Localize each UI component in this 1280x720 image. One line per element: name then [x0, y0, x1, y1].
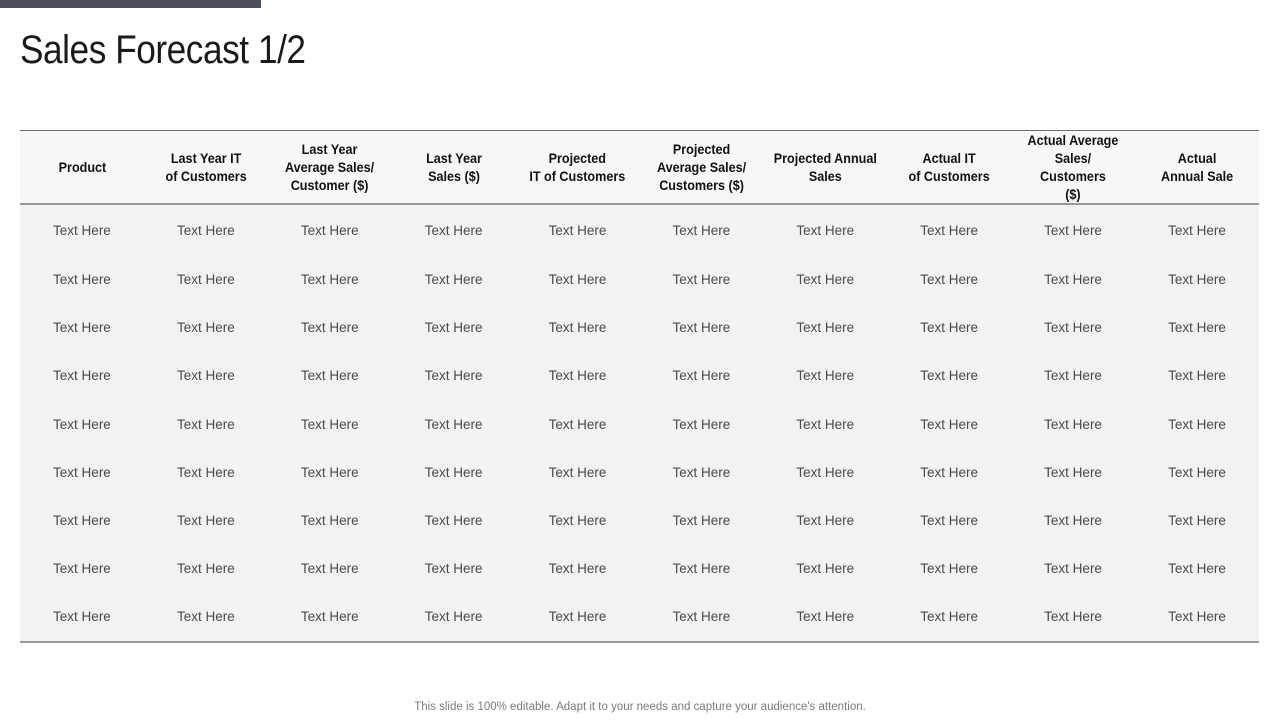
- table-row: [20, 255, 1259, 303]
- table-row: [20, 448, 1259, 496]
- header-row: [20, 131, 1259, 204]
- footnote: This slide is 100% editable. Adapt it to your needs and capture your audience's attention.: [414, 701, 866, 713]
- table-cell: Text Here: [672, 368, 731, 384]
- table-cell: Text Here: [1168, 272, 1226, 287]
- table-cell: Text Here: [1168, 609, 1226, 625]
- table-cell: Text Here: [300, 320, 359, 336]
- table-cell: Text Here: [920, 609, 979, 625]
- column-header-label: Projected Annual Sales: [773, 150, 877, 184]
- table-cell: Text Here: [176, 222, 235, 238]
- table-cell: Text Here: [796, 464, 855, 480]
- column-header-label: Last Year IT of Customers: [165, 150, 247, 184]
- column-header-label: Actual IT of Customers: [908, 150, 990, 184]
- table-cell: Text Here: [424, 609, 483, 625]
- table-cell: Text Here: [53, 222, 111, 238]
- table-cell: Text Here: [1168, 222, 1226, 238]
- column-header-label: Actual Annual Sale: [1160, 150, 1234, 184]
- table-cell: Text Here: [672, 320, 731, 336]
- table-cell: Text Here: [300, 512, 359, 528]
- table-cell: Text Here: [176, 609, 235, 625]
- column-header-label: Last Year Average Sales/ Customer ($): [285, 141, 375, 193]
- column-header: [392, 131, 516, 204]
- table-cell: Text Here: [1168, 561, 1226, 577]
- table-cell: Text Here: [672, 416, 731, 432]
- table-cell: Text Here: [176, 320, 235, 336]
- table-cell: Text Here: [796, 512, 855, 528]
- column-header-label: Projected IT of Customers: [529, 150, 626, 184]
- table-cell: Text Here: [920, 272, 979, 287]
- table-cell: Text Here: [920, 320, 979, 336]
- table-cell: Text Here: [796, 561, 855, 577]
- table-cell: Text Here: [548, 368, 607, 384]
- table-row: [20, 204, 1259, 255]
- table-cell: Text Here: [672, 609, 731, 625]
- table-cell: Text Here: [548, 561, 607, 577]
- table-cell: Text Here: [300, 609, 359, 625]
- sales-forecast-table-container: [20, 130, 1259, 643]
- table-cell: Text Here: [548, 272, 607, 287]
- table-cell: Text Here: [53, 272, 111, 287]
- column-header: [20, 131, 144, 204]
- table-cell: Text Here: [548, 464, 607, 480]
- table-cell: Text Here: [920, 416, 979, 432]
- table-cell: Text Here: [548, 609, 607, 625]
- table-cell: Text Here: [424, 222, 483, 238]
- table-cell: Text Here: [1044, 272, 1102, 287]
- column-header-label: Actual Average Sales/ Customers ($): [1027, 132, 1119, 202]
- table-cell: Text Here: [300, 416, 359, 432]
- table-cell: Text Here: [920, 368, 979, 384]
- table-cell: Text Here: [424, 368, 483, 384]
- column-header: [887, 131, 1011, 204]
- table-cell: Text Here: [548, 512, 607, 528]
- table-row: [20, 304, 1259, 352]
- table-cell: Text Here: [796, 272, 855, 287]
- table-body: [20, 204, 1259, 641]
- table-cell: Text Here: [1044, 464, 1102, 480]
- table-cell: Text Here: [548, 320, 607, 336]
- table-cell: Text Here: [53, 609, 111, 625]
- column-header: [1011, 131, 1135, 204]
- table-cell: Text Here: [920, 464, 979, 480]
- table-cell: Text Here: [53, 464, 111, 480]
- table-row: [20, 545, 1259, 593]
- column-header-label: Projected Average Sales/ Customers ($): [656, 141, 746, 193]
- column-header: [639, 131, 763, 204]
- column-header: [144, 131, 268, 204]
- table-cell: Text Here: [1044, 609, 1102, 625]
- table-cell: Text Here: [1168, 368, 1226, 384]
- table-header: [20, 131, 1259, 204]
- table-cell: Text Here: [672, 561, 731, 577]
- table-cell: Text Here: [672, 512, 731, 528]
- table-cell: Text Here: [176, 561, 235, 577]
- table-cell: Text Here: [1044, 222, 1102, 238]
- table-cell: Text Here: [53, 561, 111, 577]
- table-cell: Text Here: [796, 609, 855, 625]
- table-cell: Text Here: [1044, 561, 1102, 577]
- table-cell: Text Here: [424, 416, 483, 432]
- table-cell: Text Here: [672, 464, 731, 480]
- table-cell: Text Here: [672, 222, 731, 238]
- table-cell: Text Here: [300, 368, 359, 384]
- table-cell: Text Here: [176, 416, 235, 432]
- table-cell: Text Here: [424, 272, 483, 287]
- column-header: [516, 131, 640, 204]
- table-cell: Text Here: [920, 512, 979, 528]
- table-cell: Text Here: [1168, 512, 1226, 528]
- column-header: [1135, 131, 1259, 204]
- table-cell: Text Here: [176, 464, 235, 480]
- table-row: [20, 496, 1259, 544]
- top-accent-bar: [0, 0, 261, 8]
- table-cell: Text Here: [548, 222, 607, 238]
- column-header-label: Last Year Sales ($): [425, 150, 482, 184]
- table-cell: Text Here: [300, 272, 359, 287]
- table-cell: Text Here: [796, 222, 855, 238]
- page-title: Sales Forecast 1/2: [20, 28, 306, 72]
- table-cell: Text Here: [424, 320, 483, 336]
- column-header: [763, 131, 887, 204]
- table-cell: Text Here: [176, 272, 235, 287]
- table-cell: Text Here: [1168, 320, 1226, 336]
- table-cell: Text Here: [1044, 368, 1102, 384]
- table-cell: Text Here: [53, 512, 111, 528]
- table-cell: Text Here: [672, 272, 731, 287]
- table-cell: Text Here: [176, 368, 235, 384]
- table-cell: Text Here: [424, 512, 483, 528]
- table-cell: Text Here: [424, 561, 483, 577]
- table-cell: Text Here: [920, 561, 979, 577]
- table-row: [20, 593, 1259, 641]
- table-cell: Text Here: [1044, 416, 1102, 432]
- table-cell: Text Here: [53, 368, 111, 384]
- table-cell: Text Here: [796, 320, 855, 336]
- table-cell: Text Here: [300, 464, 359, 480]
- table-row: [20, 352, 1259, 400]
- table-cell: Text Here: [796, 416, 855, 432]
- table-cell: Text Here: [1168, 416, 1226, 432]
- table-cell: Text Here: [53, 320, 111, 336]
- table-cell: Text Here: [424, 464, 483, 480]
- table-cell: Text Here: [1044, 320, 1102, 336]
- table-cell: Text Here: [548, 416, 607, 432]
- table-row: [20, 400, 1259, 448]
- table-cell: Text Here: [1168, 464, 1226, 480]
- table-cell: Text Here: [300, 222, 359, 238]
- column-header-label: Product: [58, 159, 106, 175]
- column-header: [268, 131, 392, 204]
- table-cell: Text Here: [1044, 512, 1102, 528]
- table-cell: Text Here: [920, 222, 979, 238]
- table-cell: Text Here: [796, 368, 855, 384]
- table-cell: Text Here: [53, 416, 111, 432]
- table-cell: Text Here: [176, 512, 235, 528]
- sales-forecast-table: [20, 131, 1259, 641]
- table-cell: Text Here: [300, 561, 359, 577]
